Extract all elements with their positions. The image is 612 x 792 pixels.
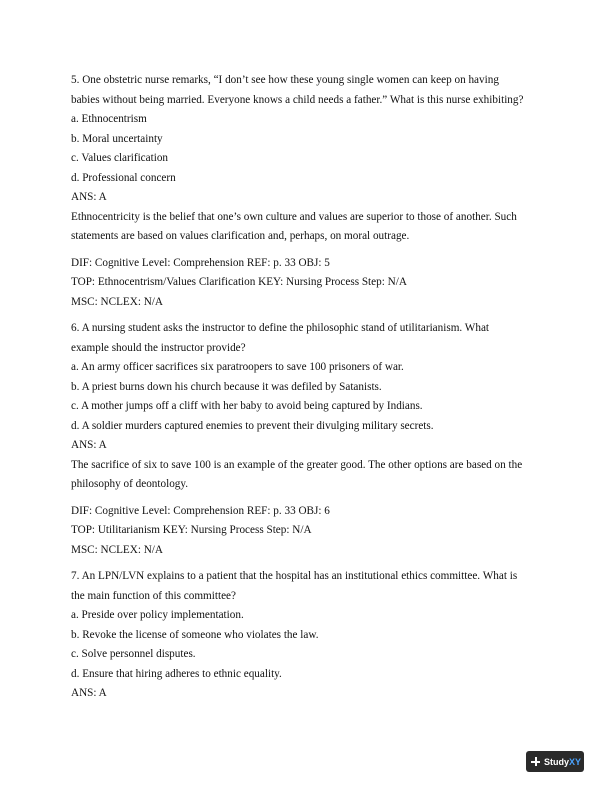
rationale: Ethnocentricity is the belief that one’s own culture and values are superior to those of another. Such <box>71 210 517 223</box>
answer-option: b. Revoke the license of someone who violates the law. <box>71 628 319 641</box>
plus-icon <box>531 757 540 766</box>
question-stem: 6. A nursing student asks the instructor to define the philosophic stand of utilitarianism. What <box>71 322 490 334</box>
rationale: statements are based on values clarification and, perhaps, on moral outrage. <box>71 230 410 242</box>
metadata-line: DIF: Cognitive Level: Comprehension REF: p. 33 OBJ: 5 <box>71 256 330 269</box>
answer-option: c. Values clarification <box>71 152 169 164</box>
answer-option: a. Ethnocentrism <box>71 113 147 125</box>
question-metadata <box>71 502 541 561</box>
answer-option: d. Professional concern <box>71 171 176 184</box>
answer-option: d. A soldier murders captured enemies to prevent their divulging military secrets. <box>71 419 434 432</box>
metadata-line: DIF: Cognitive Level: Comprehension REF: p. 33 OBJ: 6 <box>71 504 330 517</box>
question-stem: example should the instructor provide? <box>71 341 246 354</box>
metadata-line: MSC: NCLEX: N/A <box>71 543 163 556</box>
question-metadata <box>71 254 541 313</box>
brand-name: Study <box>544 756 570 767</box>
question-stem: babies without being married. Everyone knows a child needs a father.” What is this nurse exhibiting? <box>71 93 524 106</box>
answer-option: b. A priest burns down his church because it was defiled by Satanists. <box>71 380 382 393</box>
metadata-line: TOP: Ethnocentrism/Values Clarification KEY: Nursing Process Step: N/A <box>71 276 407 288</box>
answer-option: a. Preside over policy implementation. <box>71 609 244 621</box>
question-stem: the main function of this committee? <box>71 589 236 602</box>
metadata-line: MSC: NCLEX: N/A <box>71 295 163 308</box>
brand-accent: XY <box>569 756 582 767</box>
answer-key: ANS: A <box>71 687 107 699</box>
question-stem: 5. One obstetric nurse remarks, “I don’t see how these young single women can keep on having <box>71 74 499 86</box>
answer-option: a. An army officer sacrifices six paratroopers to save 100 prisoners of war. <box>71 361 404 373</box>
metadata-line: TOP: Utilitarianism KEY: Nursing Process Step: N/A <box>71 524 312 536</box>
question-stem: 7. An LPN/LVN explains to a patient that the hospital has an institutional ethics committee. What is <box>71 570 518 582</box>
question-5 <box>71 71 541 247</box>
studyxy-badge[interactable] <box>526 751 584 772</box>
answer-option: c. Solve personnel disputes. <box>71 648 196 660</box>
question-7 <box>71 567 541 704</box>
answer-option: c. A mother jumps off a cliff with her baby to avoid being captured by Indians. <box>71 400 423 412</box>
answer-key: ANS: A <box>71 439 107 451</box>
answer-option: d. Ensure that hiring adheres to ethnic equality. <box>71 667 282 680</box>
answer-key: ANS: A <box>71 191 107 203</box>
rationale: philosophy of deontology. <box>71 478 189 490</box>
rationale: The sacrifice of six to save 100 is an example of the greater good. The other options are based on the <box>71 458 523 471</box>
question-6 <box>71 319 541 495</box>
document-page <box>71 71 541 704</box>
answer-option: b. Moral uncertainty <box>71 132 163 145</box>
